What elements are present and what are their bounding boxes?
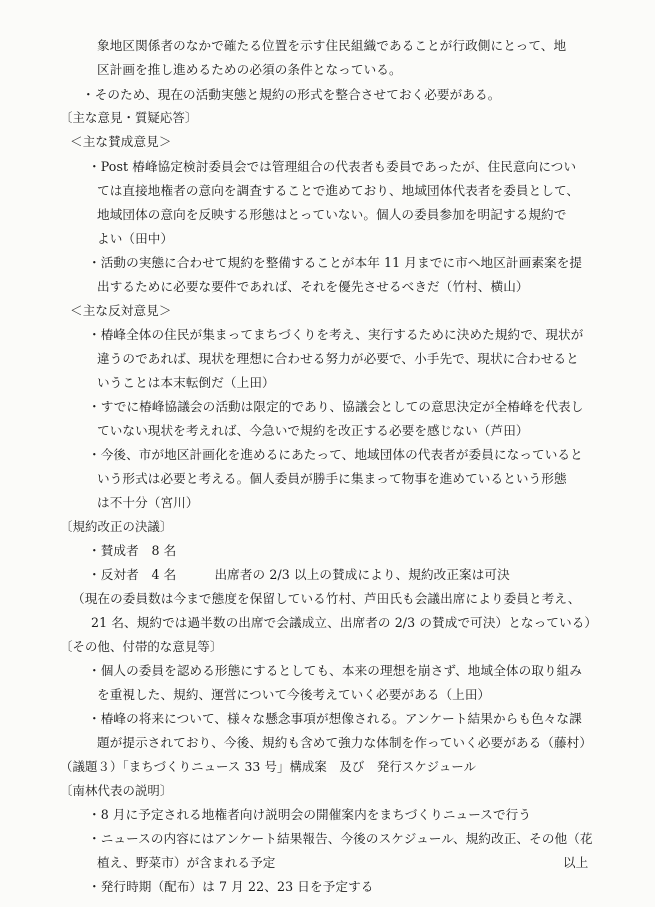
subsection-heading: ＜主な賛成意見＞ <box>70 134 172 149</box>
bullet-item: ・Post 椿峰協定検討委員会では管理組合の代表者も委員であったが、住民意向につい <box>88 159 577 174</box>
text-line: 違うのであれば、現状を理想に合わせる努力が必要で、小手先で、現状に合わせると <box>97 351 579 366</box>
text-line: いうことは本末転倒だ（上田） <box>97 375 275 390</box>
section-heading: 〔規約改正の決議〕 <box>60 519 173 534</box>
section-heading: 〔主な意見・質疑応答〕 <box>60 110 198 125</box>
text-line: ていない現状を考えれば、今急いで規約を改正する必要を感じない（芦田） <box>97 423 529 438</box>
section-heading: 〔その他、付帯的な意見等〕 <box>60 639 223 654</box>
bullet-item: ・椿峰の将来について、様々な懸念事項が想像される。アンケート結果からも色々な課 <box>88 711 582 726</box>
bullet-item: ・すでに椿峰協議会の活動は限定的であり、協議会としての意思決定が全椿峰を代表し <box>88 399 584 414</box>
text-line: は不十分（宮川） <box>97 495 199 510</box>
text-line: 出するために必要な要件であれば、それを優先させるべきだ（竹村、横山） <box>97 279 529 294</box>
bullet-item: ・そのため、現在の活動実態と規約の形式を整合させておく必要がある。 <box>82 87 501 102</box>
bullet-item: ・今後、市が地区計画化を進めるにあたって、地域団体の代表者が委員になっていると <box>88 447 583 462</box>
note-line: （現在の委員数は今まで態度を保留している竹村、芦田氏も会議出席により委員と考え、 <box>72 591 581 606</box>
text-line: よい（田中） <box>97 231 174 246</box>
text-line: 区計画を推し進めるための必須の条件となっている。 <box>97 62 402 77</box>
text-line: 植え、野菜市）が含まれる予定 <box>97 855 276 870</box>
bullet-item: ・活動の実態に合わせて規約を整備することが本年 11 月までに市へ地区計画素案を提 <box>88 255 583 270</box>
text-line: 題が提示されており、今後、規約も含めて強力な体制を作っていく必要がある（藤村） <box>97 735 593 750</box>
bullet-item: ・個人の委員を認める形態にするとしても、本来の理想を崩さず、地域全体の取り組み <box>88 663 583 678</box>
text-line: 象地区関係者のなかで確たる位置を示す住民組織であることが行政側にとって、地 <box>97 38 567 53</box>
text-line: いう形式は必要と考える。個人委員が勝手に集まって物事を進めているという形態 <box>97 471 567 486</box>
vote-for: ・賛成者 8 名 <box>88 543 177 558</box>
subsection-heading: ＜主な反対意見＞ <box>70 303 172 318</box>
agenda-item-heading: （議題３）「まちづくりニュース 33 号」構成案 及び 発行スケジュール <box>60 759 477 774</box>
bullet-item: ・発行時期（配布）は 7 月 22、23 日を予定する <box>88 879 374 894</box>
bullet-item: ・8 月に予定される地権者向け説明会の開催案内をまちづくりニュースで行う <box>88 807 532 822</box>
text-line: ては直接地権者の意向を調査することで進めており、地域団体代表者を委員として、 <box>97 183 580 198</box>
section-heading: 〔南林代表の説明〕 <box>60 783 173 798</box>
closing-mark: 以上 <box>563 855 589 870</box>
note-line: 21 名、規約では過半数の出席で会議成立、出席者の 2/3 の賛成で可決）となっている） <box>91 615 598 630</box>
bullet-item: ・ニュースの内容にはアンケート結果報告、今後のスケジュール、規約改正、その他（花 <box>88 831 593 846</box>
vote-against: ・反対者 4 名 出席者の 2/3 以上の賛成により、規約改正案は可決 <box>88 567 510 582</box>
text-line: を重視した、規約、運営について今後考えていく必要がある（上田） <box>97 687 491 702</box>
text-line: 地域団体の意向を反映する形態はとっていない。個人の委員参加を明記する規約で <box>97 207 567 222</box>
bullet-item: ・椿峰全体の住民が集まってまちづくりを考え、実行するために決めた規約で、現状が <box>88 327 584 342</box>
